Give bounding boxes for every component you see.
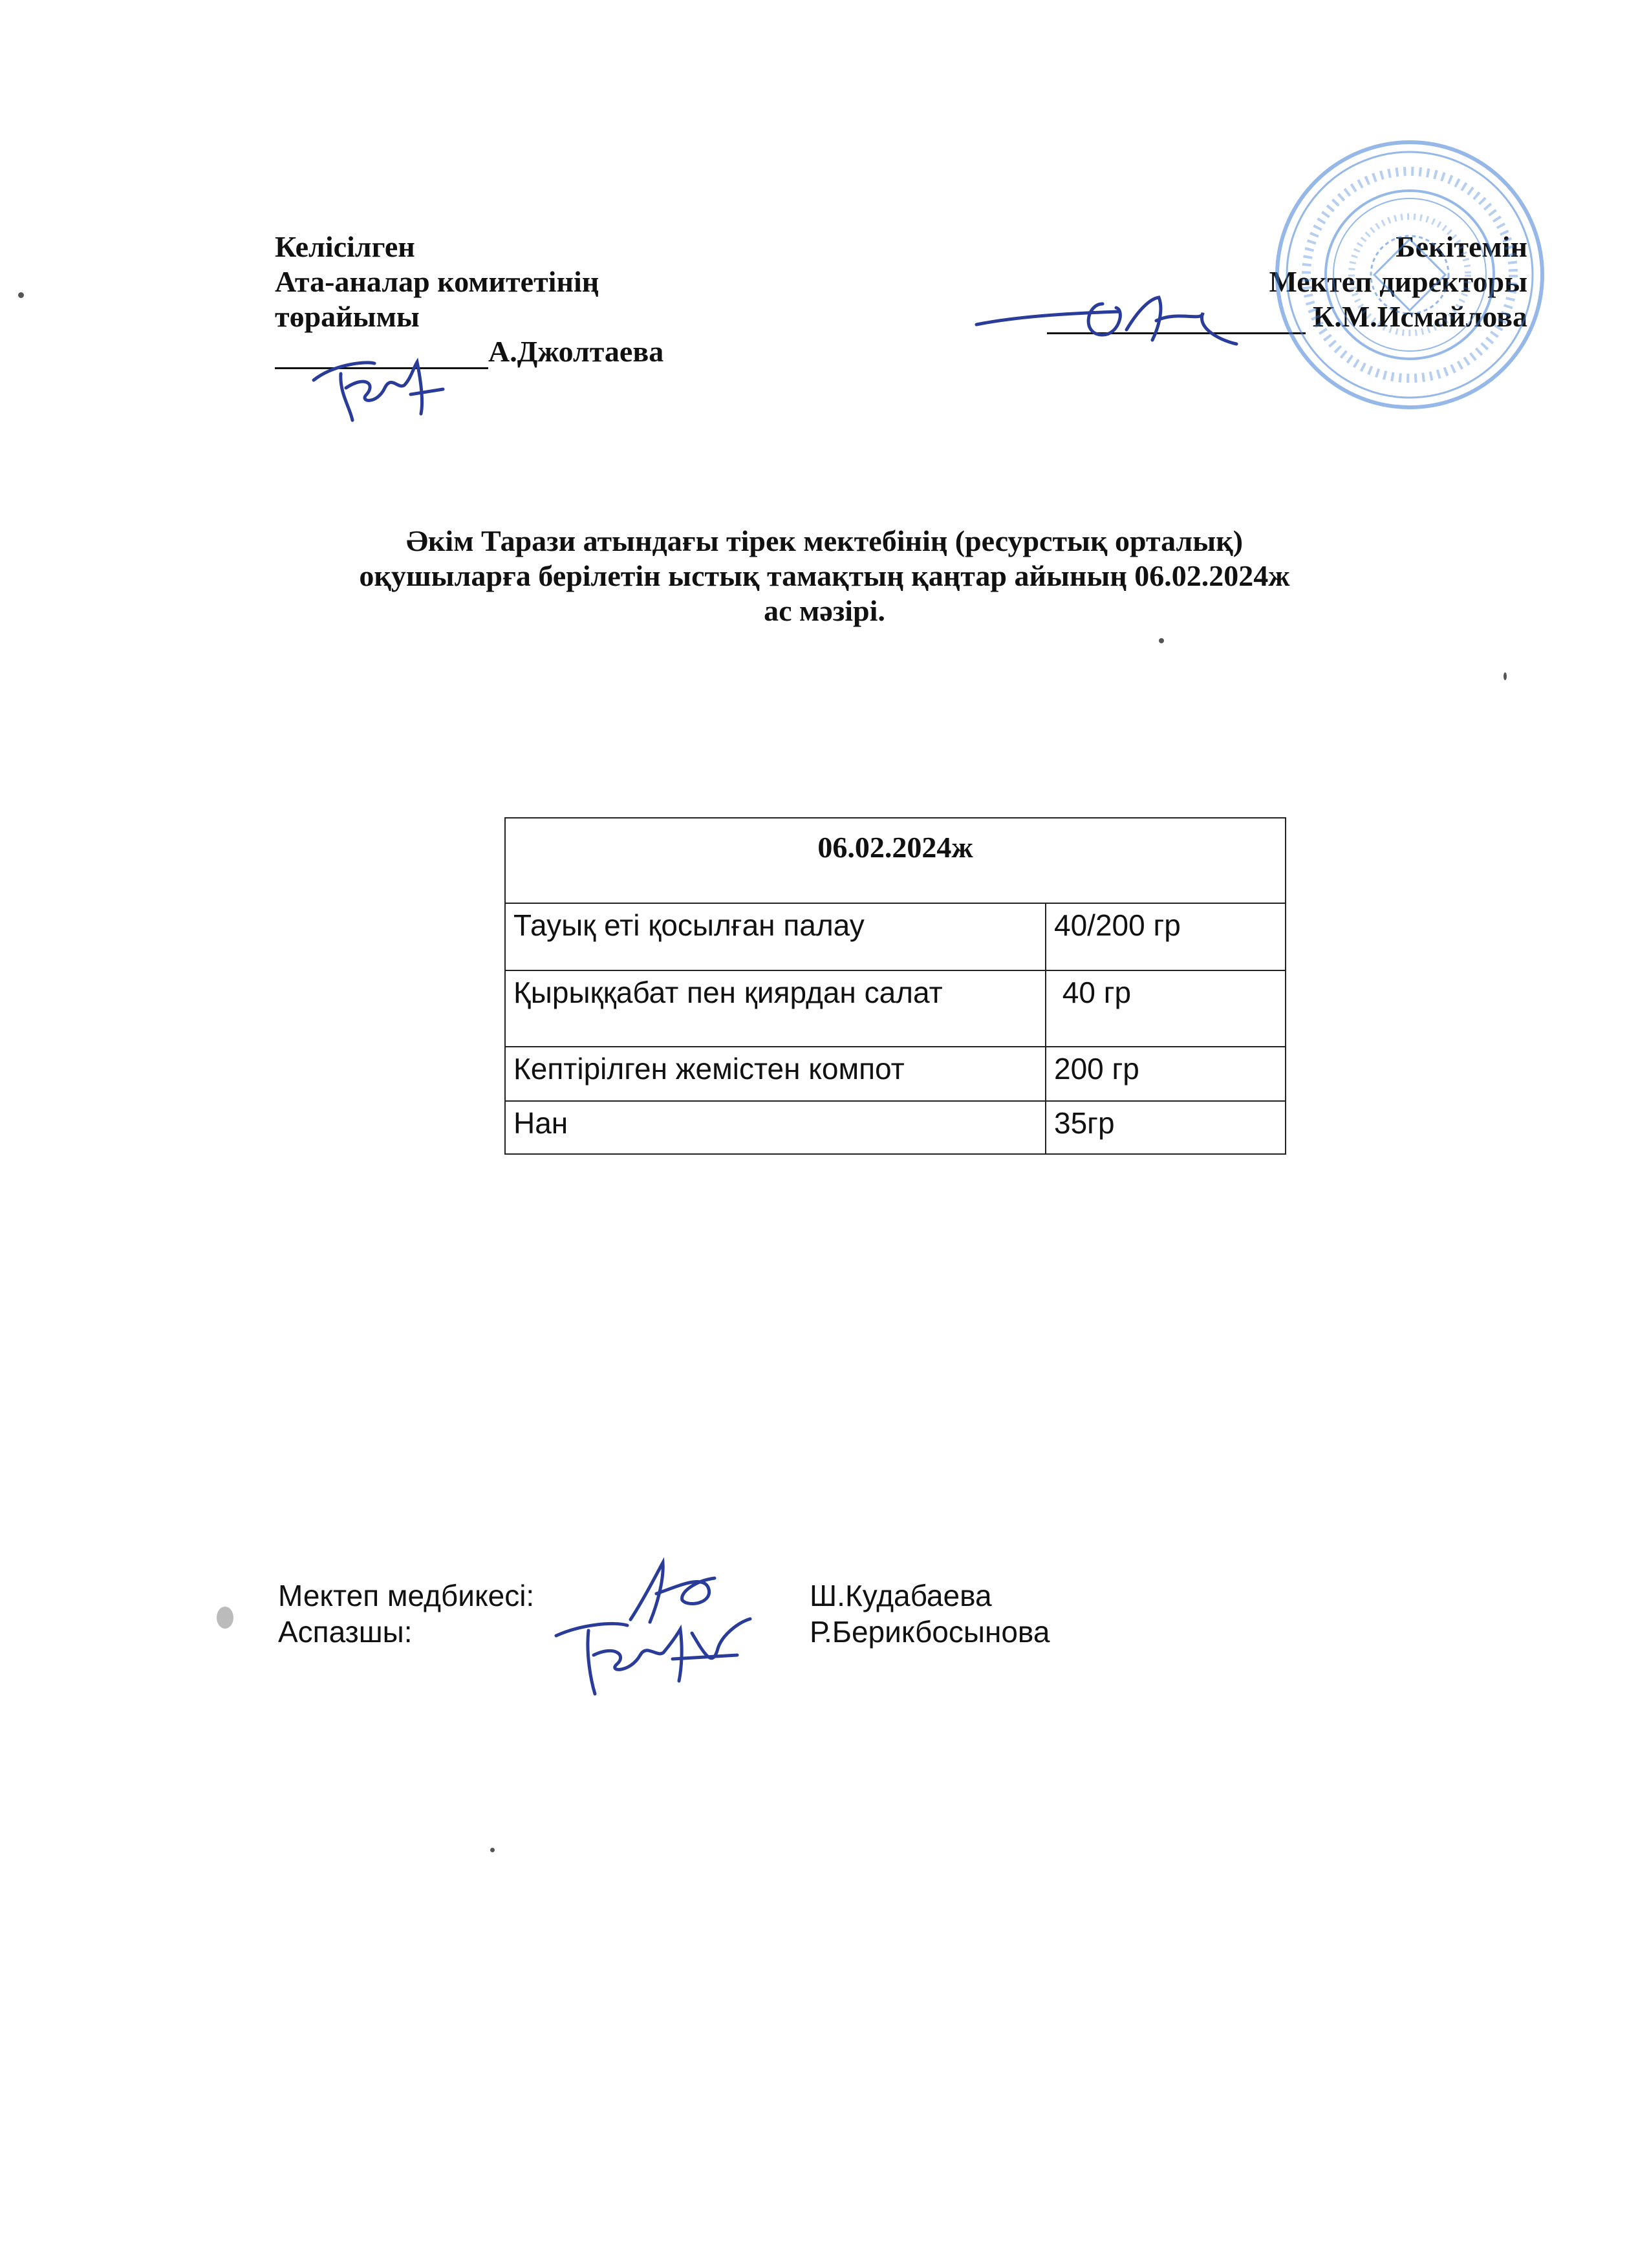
nurse-role: Мектеп медбикесі:: [278, 1579, 535, 1612]
title-line-2: оқушыларға берілетін ыстық тамақтың қаңтар айының 06.02.2024ж: [359, 559, 1290, 592]
table-header-row: [505, 818, 1286, 903]
dish-cell: Нан: [505, 1101, 1046, 1154]
cook-signature: [543, 1610, 763, 1700]
agreed-label: Келісілген: [275, 230, 415, 263]
director-label: Мектеп директоры: [1269, 265, 1527, 298]
scan-speck: [1159, 638, 1164, 643]
document-title: [0, 524, 1649, 628]
table-row: [505, 970, 1286, 1047]
date-header: 06.02.2024ж: [505, 818, 1286, 903]
cook-role: Аспазшы:: [278, 1615, 413, 1649]
chairperson-name: А.Джолтаева: [488, 335, 664, 368]
school-stamp: [1261, 129, 1558, 420]
director-name: К.М.Исмайлова: [1313, 300, 1527, 333]
chairperson-label: төрайымы: [275, 300, 420, 333]
table-row: [505, 903, 1286, 970]
scan-speck: [18, 292, 24, 298]
portion-cell: 35гр: [1046, 1101, 1286, 1154]
title-line-3: ас мәзірі.: [764, 594, 885, 627]
dish-cell: Тауық еті қосылған палау: [505, 903, 1046, 970]
committee-label: Ата-аналар комитетінің: [275, 265, 599, 298]
director-signature: [970, 284, 1242, 356]
dish-cell: Қырыққабат пен қиярдан салат: [505, 970, 1046, 1047]
table-row: [505, 1101, 1286, 1154]
scan-speck: [490, 1848, 495, 1852]
scan-speck: [217, 1607, 233, 1629]
nurse-name: Ш.Кудабаева: [810, 1579, 992, 1612]
cook-name: Р.Берикбосынова: [810, 1615, 1050, 1649]
table-row: [505, 1047, 1286, 1101]
title-line-1: Әкім Тарази атындағы тірек мектебінің (ресурстық орталық): [405, 524, 1244, 557]
chairperson-signature: [294, 343, 449, 427]
approve-label: Бекітемін: [1396, 230, 1527, 263]
scan-speck: [1503, 672, 1507, 680]
portion-cell: 40 гр: [1046, 970, 1286, 1047]
menu-table: [504, 817, 1286, 1155]
portion-cell: 40/200 гр: [1046, 903, 1286, 970]
dish-cell: Кептірілген жемістен компот: [505, 1047, 1046, 1101]
portion-cell: 200 гр: [1046, 1047, 1286, 1101]
